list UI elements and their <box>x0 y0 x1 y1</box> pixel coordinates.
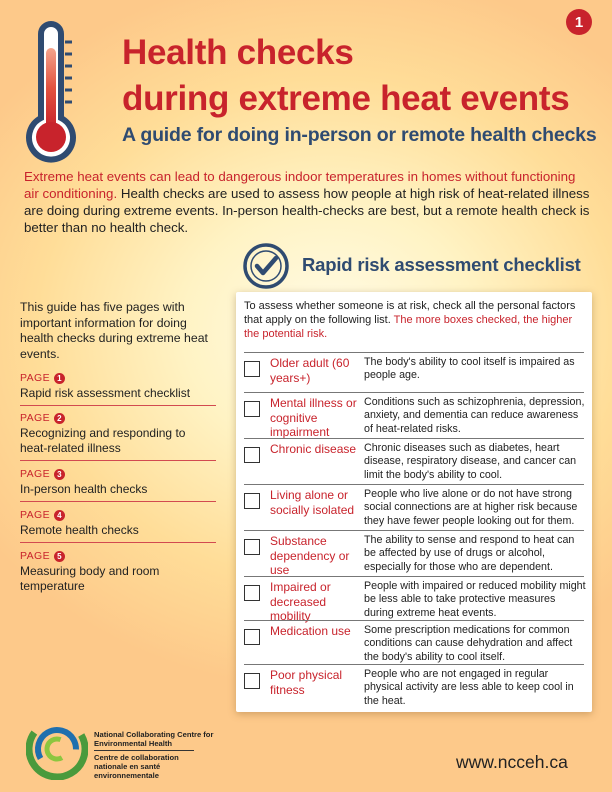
checklist-row <box>244 664 584 705</box>
checkbox[interactable] <box>244 447 260 463</box>
risk-factor: Living alone or socially isolated <box>270 488 355 517</box>
toc-item-page-2[interactable] <box>20 412 216 461</box>
intro-paragraph <box>24 168 590 236</box>
checklist-row <box>244 620 584 665</box>
checkbox[interactable] <box>244 673 260 689</box>
org-divider <box>94 750 194 751</box>
checklist-intro-highlight: The more boxes checked, the higher the potential risk. <box>244 314 573 340</box>
risk-description: People who are not engaged in regular physical activity are less able to keep cool in the heat. <box>364 668 574 707</box>
checklist-intro-text: To assess whether someone is at risk, check all the personal factors that apply on the following list. <box>244 300 576 326</box>
toc-item-page-1[interactable] <box>20 372 216 406</box>
page-subtitle: A guide for doing in-person or remote health checks <box>122 124 597 146</box>
intro-body: Health checks are used to assess how people at high risk of heat-related illness are doing during extreme events. In-person health-checks are best, but a remote health check is better than no health check. <box>24 186 590 235</box>
toc-page-word: PAGE <box>20 468 50 480</box>
risk-description: The body's ability to cool itself is impaired as people age. <box>364 356 575 382</box>
toc-page-word: PAGE <box>20 550 50 562</box>
toc-page-word: PAGE <box>20 509 50 521</box>
checklist-row <box>244 392 584 439</box>
risk-description: Chronic diseases such as diabetes, heart disease, respiratory disease, and cancer can limit the body's ability to cool. <box>364 442 577 481</box>
page-number-icon: 5 <box>54 551 65 562</box>
toc-item-page-4[interactable] <box>20 509 216 543</box>
risk-description: The ability to sense and respond to heat can be affected by use of drugs or alcohol, especially for those who are dependent. <box>364 534 575 573</box>
ncceh-logo-icon <box>26 718 88 780</box>
checklist-row <box>244 576 584 621</box>
risk-factor: Poor physical fitness <box>270 668 343 697</box>
toc-page-tag <box>20 509 216 522</box>
toc-page-tag <box>20 372 216 385</box>
page-title-line1: Health checks <box>122 33 354 72</box>
guide-intro: This guide has five pages with important information for doing health checks during extreme heat events. <box>20 300 208 361</box>
checklist-row <box>244 484 584 531</box>
risk-factor: Older adult (60 years+) <box>270 356 350 385</box>
risk-description: People who live alone or do not have strong social connections are at higher risk because they have fewer people looking out for them. <box>364 488 578 527</box>
risk-description: People with impaired or reduced mobility might be less able to take protective measures during extreme heat events. <box>364 580 586 619</box>
org-name-french: Centre de collaboration nationale en santé environnementale <box>94 753 179 780</box>
org-name-english: National Collaborating Centre for Environmental Health <box>94 730 214 748</box>
checklist-intro <box>244 299 584 341</box>
checklist-row <box>244 352 584 393</box>
checkbox[interactable] <box>244 361 260 377</box>
risk-description: Some prescription medications for common conditions can cause dehydration and affect the body's ability to cool itself. <box>364 624 573 663</box>
page-number-badge: 1 <box>566 9 592 35</box>
toc-item-page-3[interactable] <box>20 468 216 502</box>
checklist-row <box>244 438 584 485</box>
risk-factor: Medication use <box>270 624 351 638</box>
risk-factor: Chronic disease <box>270 442 357 456</box>
checkmark-circle-icon <box>242 242 290 290</box>
checklist-row <box>244 530 584 577</box>
toc-item-page-5[interactable] <box>20 550 216 598</box>
toc-label: Recognizing and responding to heat-related illness <box>20 426 186 455</box>
thermometer-icon <box>20 20 82 170</box>
risk-factor: Mental illness or cognitive impairment <box>270 396 357 439</box>
checkbox[interactable] <box>244 539 260 555</box>
risk-factor: Impaired or decreased mobility <box>270 580 331 623</box>
risk-factor: Substance dependency or use <box>270 534 350 577</box>
checkbox[interactable] <box>244 493 260 509</box>
toc-page-tag <box>20 412 216 425</box>
checkbox[interactable] <box>244 401 260 417</box>
page-number-icon: 2 <box>54 413 65 424</box>
toc-label: Rapid risk assessment checklist <box>20 386 191 400</box>
toc-page-word: PAGE <box>20 412 50 424</box>
checkbox[interactable] <box>244 629 260 645</box>
toc-page-tag <box>20 468 216 481</box>
intro-highlight: Extreme heat events can lead to dangerous indoor temperatures in homes without functioning air conditioning. <box>24 169 576 201</box>
risk-description: Conditions such as schizophrenia, depression, anxiety, and dementia can reduce awareness of heat-related risks. <box>364 396 585 435</box>
toc-label: Measuring body and room temperature <box>20 564 160 593</box>
page-number-icon: 3 <box>54 469 65 480</box>
checklist-title: Rapid risk assessment checklist <box>302 254 581 275</box>
checkbox[interactable] <box>244 585 260 601</box>
toc-label: Remote health checks <box>20 523 139 537</box>
page-number-icon: 4 <box>54 510 65 521</box>
page-number-icon: 1 <box>54 373 65 384</box>
website-link[interactable]: www.ncceh.ca <box>456 752 568 772</box>
toc-page-tag <box>20 550 216 563</box>
page-title-line2: during extreme heat events <box>122 79 570 118</box>
toc-page-word: PAGE <box>20 372 50 384</box>
risk-checklist-panel <box>236 292 592 712</box>
toc-label: In-person health checks <box>20 482 148 496</box>
